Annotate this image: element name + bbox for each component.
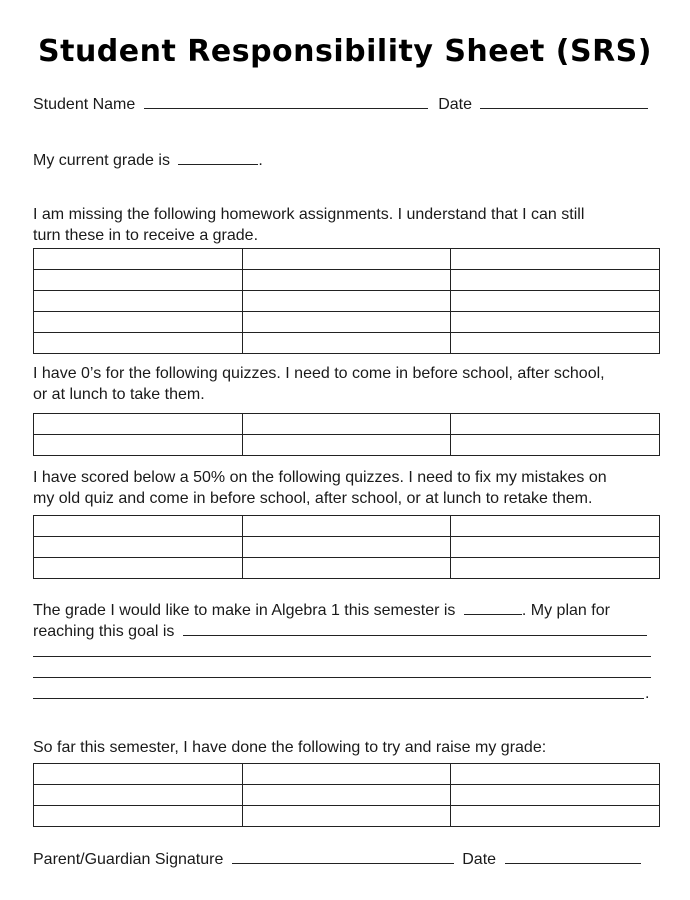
table-cell[interactable]: [34, 516, 243, 537]
signature-date-field[interactable]: [505, 848, 641, 864]
table-cell[interactable]: [34, 291, 243, 312]
table-cell[interactable]: [34, 785, 243, 806]
goal-plan-line[interactable]: [33, 677, 651, 678]
table-cell[interactable]: [34, 537, 243, 558]
low-quizzes-text-1: I have scored below a 50% on the following quizzes. I need to fix my mistakes on: [33, 469, 607, 486]
student-name-row: [33, 93, 648, 115]
table-row: [34, 249, 660, 270]
table-cell[interactable]: [451, 435, 660, 456]
table-cell[interactable]: [451, 558, 660, 579]
table-cell[interactable]: [451, 312, 660, 333]
table-cell[interactable]: [451, 785, 660, 806]
goal-plan-line[interactable]: [33, 656, 651, 657]
homework-text-1: I am missing the following homework assignments. I understand that I can still: [33, 206, 585, 223]
student-name-field[interactable]: [144, 93, 428, 109]
signature-field[interactable]: [232, 848, 454, 864]
goal-row-2: [33, 620, 647, 642]
student-name-label: Student Name: [33, 96, 136, 113]
table-cell[interactable]: [34, 312, 243, 333]
low-quizzes-text-2: my old quiz and come in before school, after school, or at lunch to retake them.: [33, 490, 593, 507]
table-row: [34, 558, 660, 579]
table-cell[interactable]: [242, 249, 451, 270]
goal-plan-field[interactable]: [183, 620, 647, 636]
table-cell[interactable]: [451, 516, 660, 537]
table-cell[interactable]: [451, 806, 660, 827]
table-row: [34, 291, 660, 312]
table-cell[interactable]: [34, 249, 243, 270]
table-cell[interactable]: [451, 249, 660, 270]
table-row: [34, 270, 660, 291]
current-grade-field[interactable]: [178, 149, 258, 165]
table-cell[interactable]: [451, 270, 660, 291]
homework-table: [33, 248, 660, 354]
goal-plan-line[interactable]: [33, 698, 644, 699]
table-cell[interactable]: [34, 806, 243, 827]
table-cell[interactable]: [34, 435, 243, 456]
table-cell[interactable]: [242, 270, 451, 291]
table-row: [34, 312, 660, 333]
table-cell[interactable]: [242, 414, 451, 435]
goal-grade-label: The grade I would like to make in Algebra 1 this semester is: [33, 602, 456, 619]
table-cell[interactable]: [242, 785, 451, 806]
table-cell[interactable]: [34, 764, 243, 785]
goal-reaching-label: reaching this goal is: [33, 623, 175, 640]
table-row: [34, 806, 660, 827]
table-row: [34, 537, 660, 558]
goal-row-1: [33, 599, 610, 621]
table-cell[interactable]: [451, 537, 660, 558]
table-cell[interactable]: [451, 291, 660, 312]
table-cell[interactable]: [242, 312, 451, 333]
current-grade-label: My current grade is: [33, 152, 170, 169]
goal-grade-field[interactable]: [464, 599, 522, 615]
table-cell[interactable]: [242, 537, 451, 558]
current-grade-period: .: [258, 152, 263, 169]
table-cell[interactable]: [242, 435, 451, 456]
table-cell[interactable]: [242, 291, 451, 312]
table-row: [34, 785, 660, 806]
table-cell[interactable]: [34, 414, 243, 435]
current-grade-row: [33, 149, 263, 171]
goal-end-period: .: [645, 685, 650, 702]
table-cell[interactable]: [451, 764, 660, 785]
signature-date-label: Date: [462, 851, 497, 868]
efforts-text: So far this semester, I have done the following to try and raise my grade:: [33, 739, 547, 756]
table-row: [34, 414, 660, 435]
zero-quizzes-table: [33, 413, 660, 456]
signature-label: Parent/Guardian Signature: [33, 851, 224, 868]
table-row: [34, 764, 660, 785]
date-field[interactable]: [480, 93, 648, 109]
table-cell[interactable]: [34, 270, 243, 291]
table-cell[interactable]: [242, 558, 451, 579]
signature-row: [33, 848, 641, 870]
zero-quizzes-text-1: I have 0’s for the following quizzes. I need to come in before school, after school,: [33, 365, 605, 382]
table-row: [34, 516, 660, 537]
table-cell[interactable]: [451, 414, 660, 435]
efforts-table: [33, 763, 660, 827]
table-cell[interactable]: [34, 333, 243, 354]
page-title: Student Responsibility Sheet (SRS): [38, 34, 652, 69]
date-label: Date: [438, 96, 472, 113]
table-cell[interactable]: [242, 806, 451, 827]
table-row: [34, 435, 660, 456]
table-cell[interactable]: [242, 333, 451, 354]
table-cell[interactable]: [242, 764, 451, 785]
low-quizzes-table: [33, 515, 660, 579]
homework-text-2: turn these in to receive a grade.: [33, 227, 259, 244]
table-cell[interactable]: [242, 516, 451, 537]
goal-plan-label: . My plan for: [521, 602, 610, 619]
table-row: [34, 333, 660, 354]
table-cell[interactable]: [34, 558, 243, 579]
zero-quizzes-text-2: or at lunch to take them.: [33, 386, 205, 403]
table-cell[interactable]: [451, 333, 660, 354]
